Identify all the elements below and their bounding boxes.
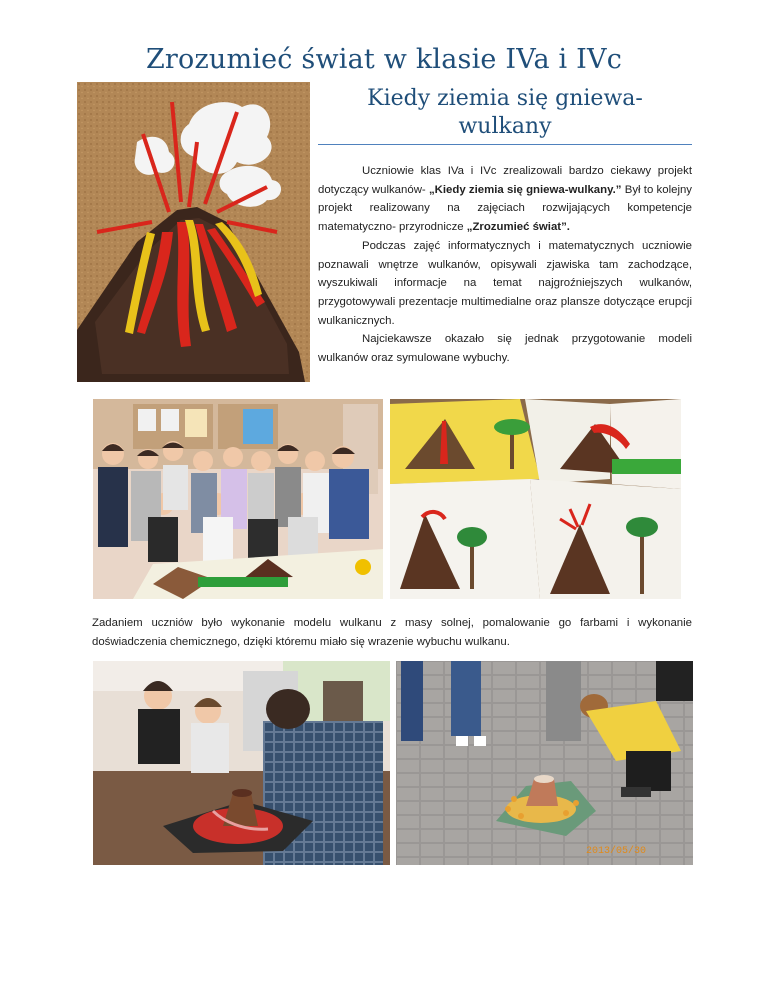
paragraph-activities: Podczas zajęć informatycznych i matematycznych uczniowie poznawali wnętrze wulkanów, opisywali zjawiska tam zachodzące, wyszukiwali informacje na temat najgroźniejszych wulkanów, przygotowywali prezentacje multimedialne oraz plansze dotyczące erupcji wulkanicznych. [318,239,692,327]
class-group-photo [93,399,383,599]
intro-text-a: Uczniowie klas IVa i IVc zrealizowali bardzo ciekawy projekt dotyczący wulkanów- [318,165,692,196]
paragraph-intro [318,162,692,237]
photo-caption: Zadaniem uczniów było wykonanie modelu wulkanu z masy solnej, pomalowanie go farbami i wykonanie doświadczenia chemicznego, dzięki któremu miało się wrazenie wybuchu wulkanu. [92,617,692,648]
section-heading: Kiedy ziemia się gniewa- wulkany [367,86,643,139]
page-title: Zrozumieć świat w klasie IVa i IVc [145,44,623,75]
outdoor-experiment-photo [396,661,693,865]
intro-text-b: Był to kolejny projekt realizowany na zajęciach rozwijających kompetencje matematyczno- przyrodnicze [318,183,693,234]
classroom-experiment-photo [93,661,390,865]
volcano-collage-photo [77,82,310,382]
project-name-bold: „Kiedy ziemia się gniewa-wulkany.” [428,183,622,196]
article-body [318,162,692,368]
volcano-posters-photo [390,399,681,599]
program-name-bold: „Zrozumieć świat”. [466,221,570,234]
paragraph-highlight: Najciekawsze okazało się jednak przygotowanie modeli wulkanów oraz symulowane wybuchy. [318,333,692,365]
heading-rule [318,144,692,145]
photo-timestamp: 2013/05/30 [586,846,647,857]
